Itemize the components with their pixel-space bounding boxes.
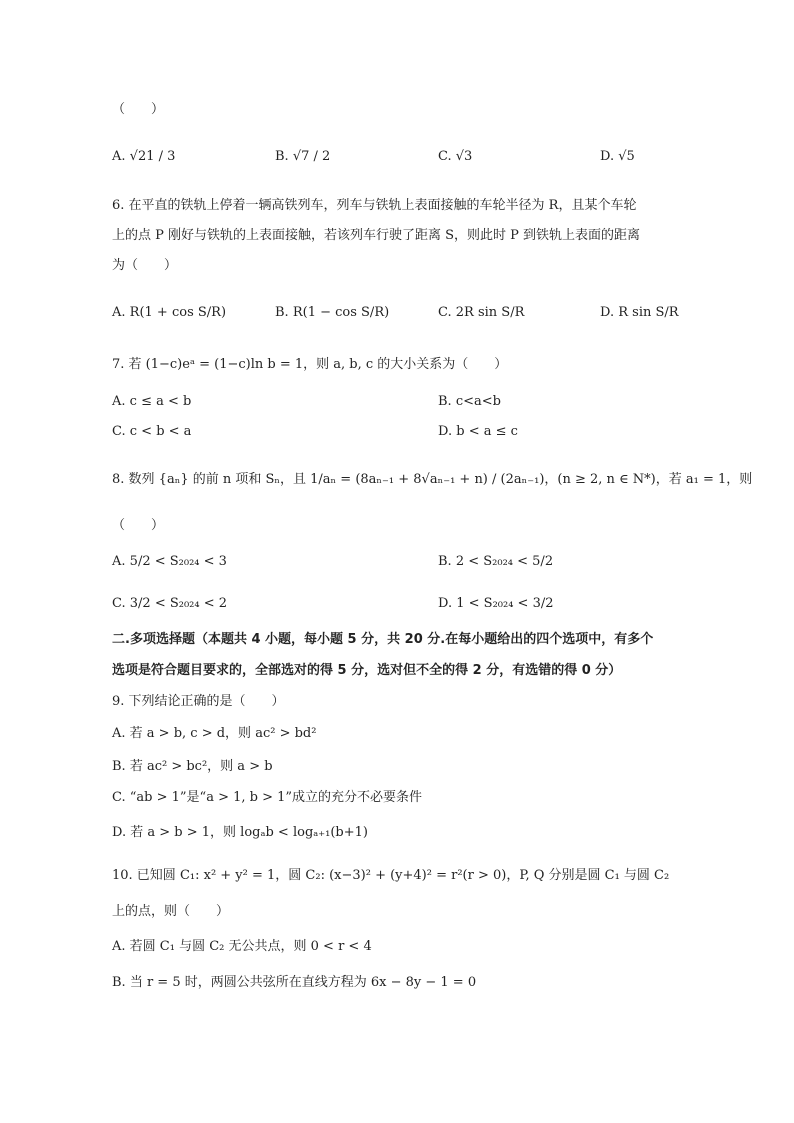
option-label: B. — [112, 759, 126, 774]
q10-stem-line1: 10. 已知圆 C₁: x² + y² = 1，圆 C₂: (x−3)² + (y+4)² = r²(r > 0)，P, Q 分别是圆 C₁ 与圆 C₂ — [112, 868, 670, 883]
option-label: C. — [438, 305, 452, 320]
option-label: D. — [600, 149, 615, 164]
q8-stem: 8. 数列 {aₙ} 的前 n 项和 Sₙ，且 1/aₙ = (8aₙ₋₁ + 8√aₙ₋₁ + n) / (2aₙ₋₁)，(n ≥ 2, n ∈ N*)，若 a₁ = 1，则 — [112, 472, 753, 487]
q6-stem-line1: 6. 在平直的铁轨上停着一辆高铁列车，列车与铁轨上表面接触的车轮半径为 R，且某个车轮 — [112, 198, 637, 213]
q7-option-c — [112, 422, 191, 442]
option-label: D. — [438, 424, 453, 439]
option-text: √3 — [455, 149, 473, 164]
option-label: B. — [438, 394, 452, 409]
option-label: B. — [275, 305, 289, 320]
option-text: R sin S/R — [618, 305, 679, 320]
option-label: B. — [112, 975, 126, 990]
q8-option-b — [438, 552, 553, 572]
q6-stem-line2: 上的点 P 刚好与铁轨的上表面接触，若该列车行驶了距离 S，则此时 P 到铁轨上表面的距离 — [112, 228, 641, 243]
option-text: √21 / 3 — [129, 149, 176, 164]
q7-option-d — [438, 422, 518, 442]
option-text: c < b < a — [129, 424, 192, 439]
option-label: A. — [112, 726, 126, 741]
q7-option-b — [438, 392, 501, 412]
option-label: A. — [112, 305, 126, 320]
option-text: “ab > 1”是“a > 1, b > 1”成立的充分不必要条件 — [129, 790, 423, 805]
q10-stem-line2: 上的点，则（ ） — [112, 904, 230, 919]
q8-option-c — [112, 594, 227, 614]
option-text: 当 r = 5 时，两圆公共弦所在直线方程为 6x − 8y − 1 = 0 — [129, 975, 477, 990]
option-label: A. — [112, 554, 126, 569]
q5-option-c — [438, 147, 472, 167]
option-text: 2 < S₂₀₂₄ < 5/2 — [455, 554, 554, 569]
q9-stem: 9. 下列结论正确的是（ ） — [112, 694, 285, 709]
option-label: A. — [112, 149, 126, 164]
q10-option-b — [112, 973, 476, 993]
q6-option-b — [275, 303, 389, 323]
q10-option-a — [112, 937, 372, 957]
q5-option-d — [600, 147, 635, 167]
q6-option-d — [600, 303, 679, 323]
q5-paren: （ ） — [112, 102, 165, 117]
option-text: 1 < S₂₀₂₄ < 3/2 — [456, 596, 554, 611]
option-label: C. — [112, 790, 126, 805]
option-text: b < a ≤ c — [456, 424, 518, 439]
option-label: C. — [438, 149, 452, 164]
q7-option-a — [112, 392, 191, 412]
q7-stem: 7. 若 (1−c)eᵃ = (1−c)ln b = 1，则 a, b, c 的大小关系为（ ） — [112, 357, 508, 372]
option-label: D. — [112, 825, 127, 840]
option-label: C. — [112, 596, 126, 611]
q8-option-a — [112, 552, 227, 572]
option-text: c<a<b — [455, 394, 501, 409]
q9-option-b — [112, 757, 273, 777]
option-label: D. — [438, 596, 453, 611]
q6-stem-line3: 为（ ） — [112, 258, 178, 273]
q9-option-d — [112, 823, 368, 843]
option-label: B. — [438, 554, 452, 569]
q9-option-a — [112, 724, 316, 744]
option-text: 3/2 < S₂₀₂₄ < 2 — [129, 596, 228, 611]
q9-option-c — [112, 788, 422, 808]
q8-option-d — [438, 594, 554, 614]
section-header-line2: 选项是符合题目要求的，全部选对的得 5 分，选对但不全的得 2 分，有选错的得 0 分） — [112, 663, 622, 678]
option-text: 若圆 C₁ 与圆 C₂ 无公共点，则 0 < r < 4 — [129, 939, 372, 954]
q6-option-c — [438, 303, 524, 323]
option-label: A. — [112, 939, 126, 954]
option-text: c ≤ a < b — [129, 394, 192, 409]
option-text: R(1 + cos S/R) — [129, 305, 227, 320]
option-text: R(1 − cos S/R) — [292, 305, 390, 320]
q6-option-a — [112, 303, 226, 323]
option-label: A. — [112, 394, 126, 409]
option-text: √5 — [618, 149, 635, 164]
option-text: 2R sin S/R — [455, 305, 525, 320]
q5-option-b — [275, 147, 330, 167]
option-text: √7 / 2 — [292, 149, 331, 164]
option-text: 若 a > b, c > d，则 ac² > bd² — [129, 726, 317, 741]
option-label: B. — [275, 149, 289, 164]
section-header-line1: 二.多项选择题（本题共 4 小题，每小题 5 分，共 20 分.在每小题给出的四个选项中，有多个 — [112, 632, 654, 647]
q5-option-a — [112, 147, 175, 167]
option-text: 若 ac² > bc²，则 a > b — [129, 759, 273, 774]
q8-paren: （ ） — [112, 518, 165, 533]
option-label: C. — [112, 424, 126, 439]
option-text: 若 a > b > 1，则 logₐb < logₐ₊₁(b+1) — [130, 825, 368, 840]
option-text: 5/2 < S₂₀₂₄ < 3 — [129, 554, 227, 569]
option-label: D. — [600, 305, 615, 320]
